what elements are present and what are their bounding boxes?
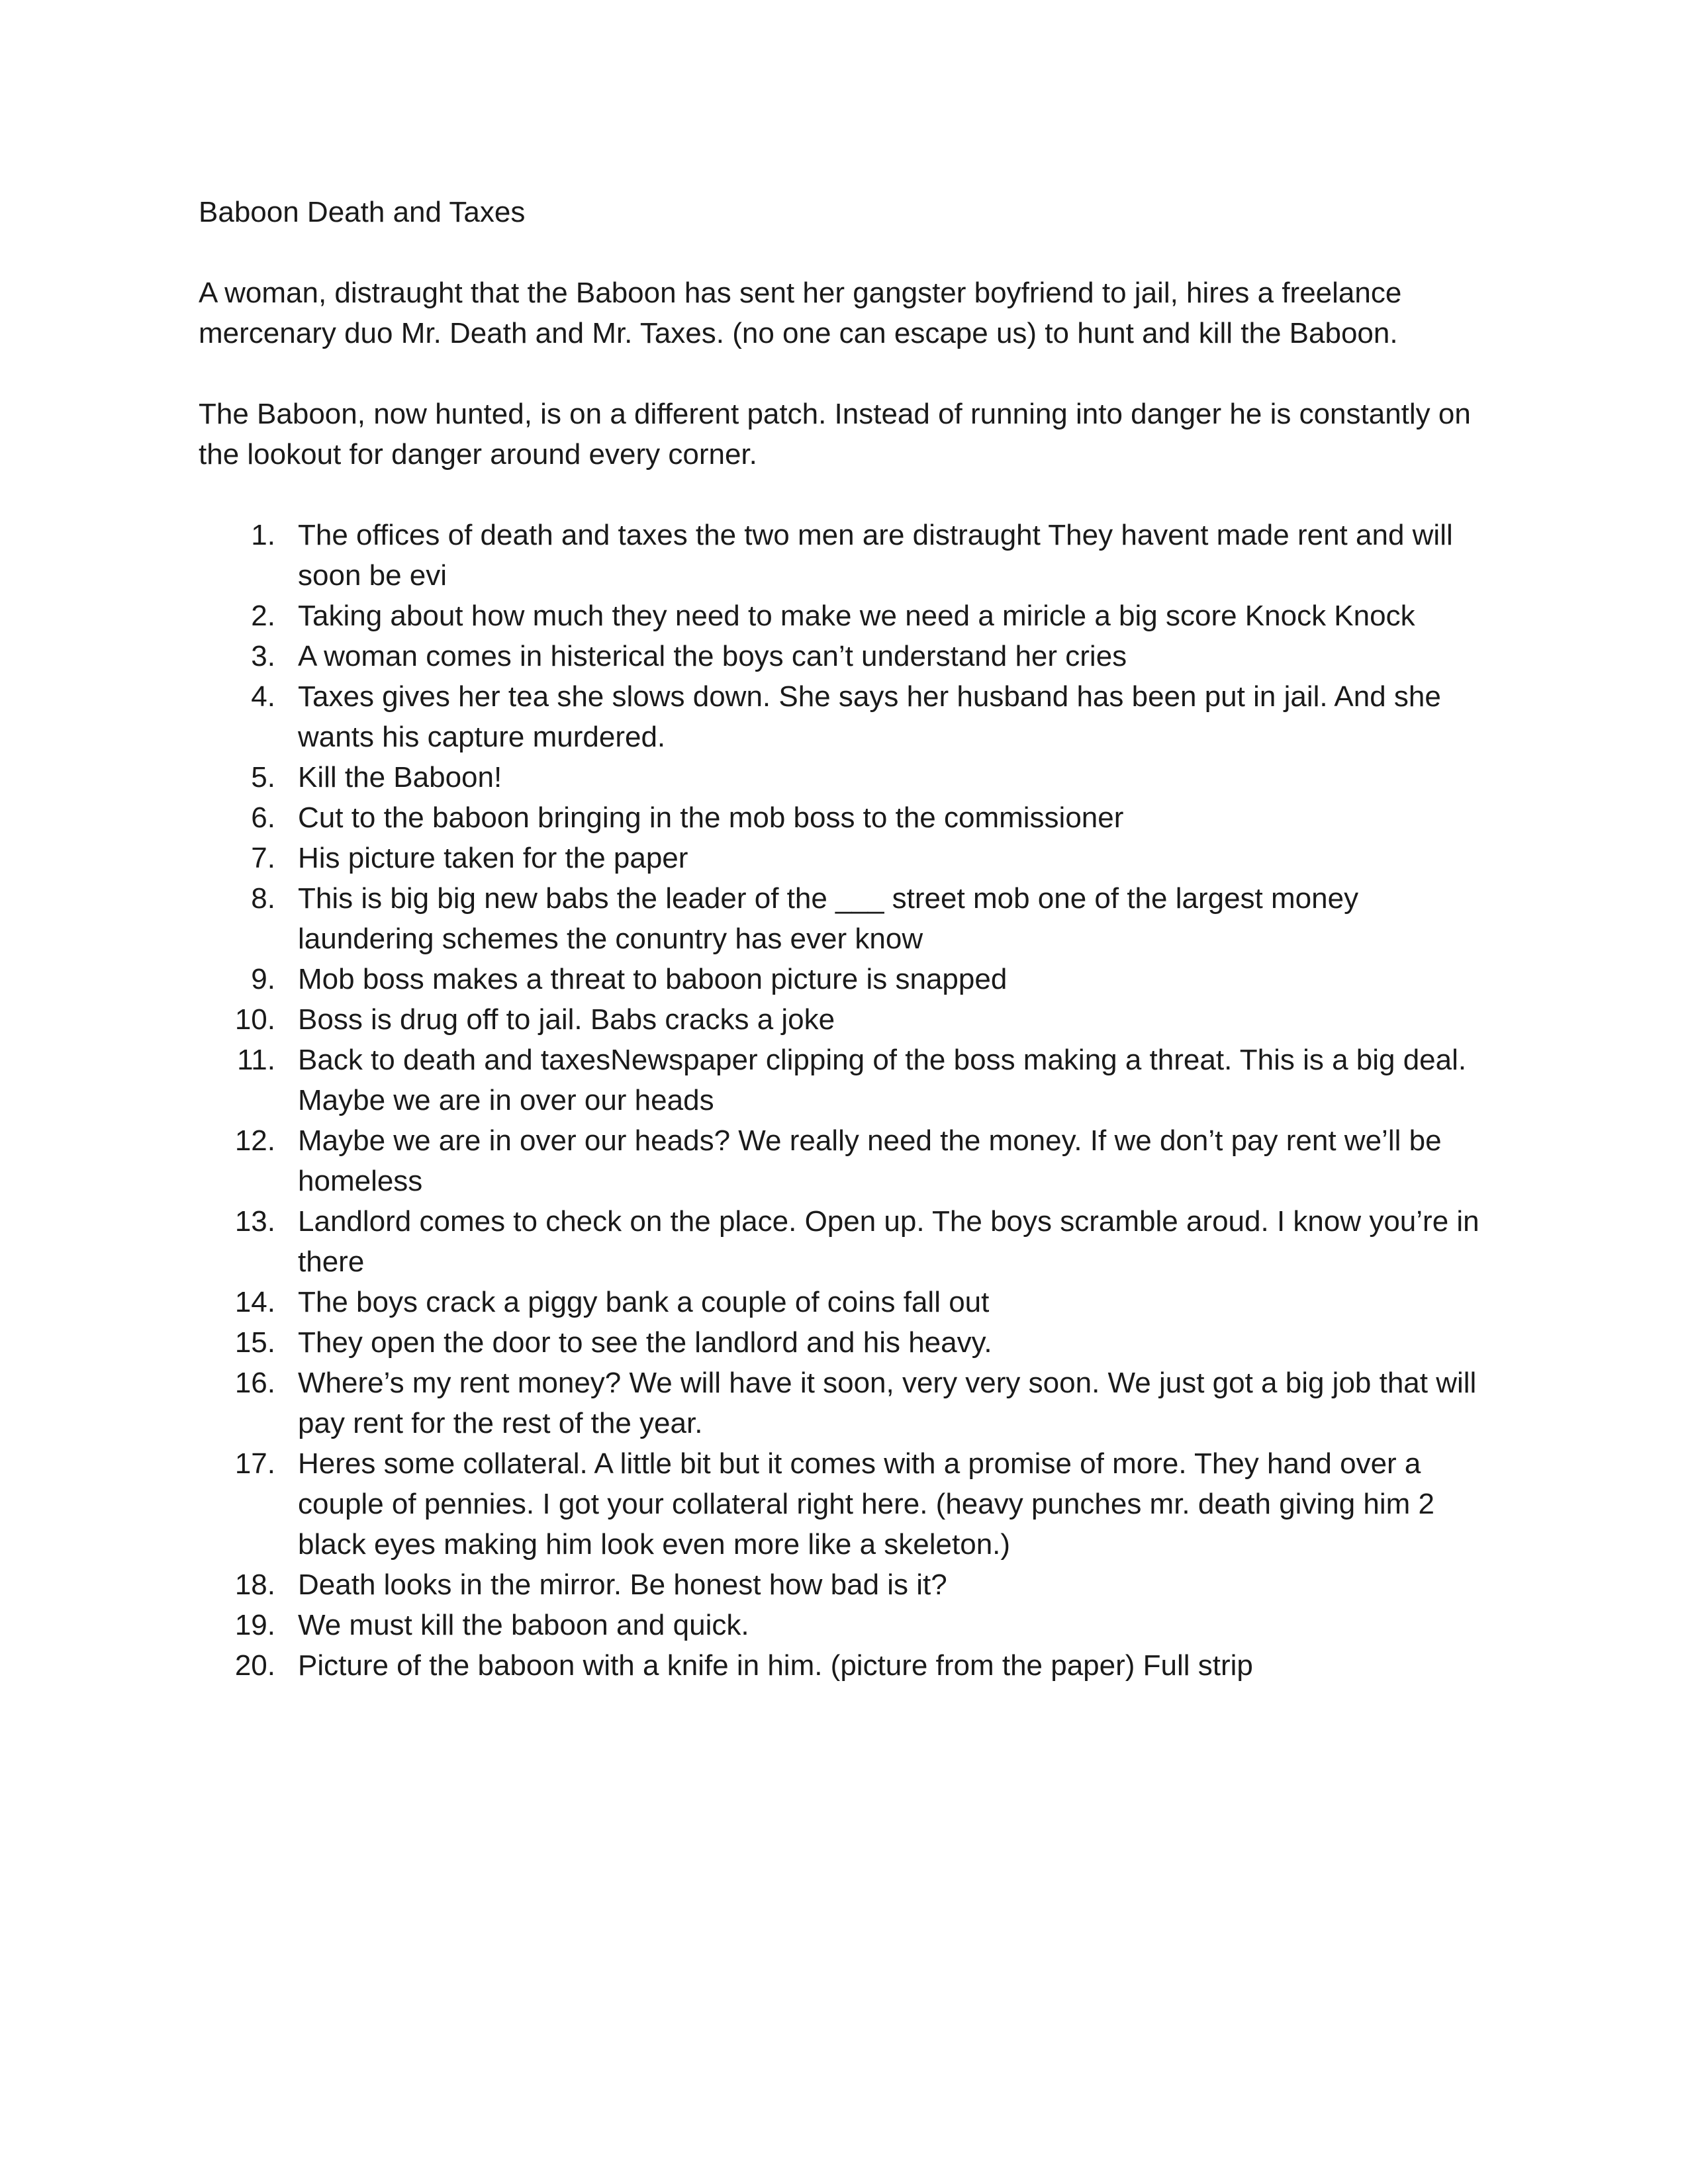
item-text: Taxes gives her tea she slows down. She says her husband has been put in jail. And she wants his capture murdered. [298,680,1441,753]
list-item [199,1645,1496,1686]
item-number: 2. [251,600,275,632]
item-text: Picture of the baboon with a knife in him. (picture from the paper) Full strip [298,1649,1253,1682]
list-item [199,1120,1496,1201]
list-item [199,596,1496,636]
item-text: Death looks in the mirror. Be honest how bad is it? [298,1569,947,1601]
document-title: Baboon Death and Taxes [199,196,526,228]
item-number: 14. [234,1286,275,1318]
item-text: His picture taken for the paper [298,842,688,874]
list-item [199,1282,1496,1322]
item-text: Kill the Baboon! [298,761,502,794]
item-text: This is big big new babs the leader of the ___ street mob one of the largest money laundering schemes the conuntry has ever know [298,882,1359,955]
list-item [199,878,1496,959]
item-number: 12. [234,1124,275,1157]
intro-paragraph: A woman, distraught that the Baboon has sent her gangster boyfriend to jail, hires a freelance mercenary duo Mr. Death and Mr. Taxes. (no one can escape us) to hunt and kill the Baboon. [199,277,1402,349]
item-number: 9. [251,963,275,995]
item-number: 11. [237,1044,275,1076]
list-item [199,1363,1496,1443]
list-item [199,999,1496,1040]
item-text: Maybe we are in over our heads? We really need the money. If we don’t pay rent we’ll be homeless [298,1124,1442,1197]
item-text: We must kill the baboon and quick. [298,1609,749,1641]
document-page [199,192,1496,1686]
item-text: Boss is drug off to jail. Babs cracks a joke [298,1003,835,1036]
list-item [199,1443,1496,1565]
item-text: Mob boss makes a threat to baboon picture is snapped [298,963,1008,995]
item-number: 5. [251,761,275,794]
item-number: 20. [234,1649,275,1682]
list-item [199,1605,1496,1645]
item-number: 16. [234,1367,275,1399]
list-item [199,1201,1496,1282]
item-number: 3. [251,640,275,672]
list-item [199,1040,1496,1120]
item-text: Landlord comes to check on the place. Open up. The boys scramble aroud. I know you’re in there [298,1205,1479,1278]
list-item [199,959,1496,999]
scene-outline-list [199,515,1496,1686]
item-text: Cut to the baboon bringing in the mob boss to the commissioner [298,801,1124,834]
item-text: Taking about how much they need to make we need a miricle a big score Knock Knock [298,600,1415,632]
item-number: 10. [234,1003,275,1036]
item-number: 19. [234,1609,275,1641]
item-text: The boys crack a piggy bank a couple of coins fall out [298,1286,990,1318]
item-number: 17. [234,1447,275,1480]
item-number: 7. [251,842,275,874]
item-text: Where’s my rent money? We will have it soon, very very soon. We just got a big job that will pay rent for the rest of the year. [298,1367,1477,1439]
list-item [199,797,1496,838]
item-text: The offices of death and taxes the two men are distraught They havent made rent and will soon be evi [298,519,1453,592]
item-text: Back to death and taxesNewspaper clipping of the boss making a threat. This is a big deal. Maybe we are in over our heads [298,1044,1467,1116]
item-number: 15. [234,1326,275,1359]
item-number: 1. [251,519,275,551]
list-item [199,1565,1496,1605]
item-number: 6. [251,801,275,834]
item-number: 18. [234,1569,275,1601]
list-item [199,676,1496,757]
item-number: 4. [251,680,275,713]
item-text: Heres some collateral. A little bit but it comes with a promise of more. They hand over a couple of pennies. I got your collateral right here. (heavy punches mr. death giving him 2 black eyes making him look even more like a skeleton.) [298,1447,1434,1561]
item-text: A woman comes in histerical the boys can’t understand her cries [298,640,1127,672]
list-item [199,636,1496,676]
item-number: 8. [251,882,275,915]
list-item [199,757,1496,797]
premise-paragraph: The Baboon, now hunted, is on a different patch. Instead of running into danger he is constantly on the lookout for danger around every corner. [199,398,1471,471]
list-item [199,515,1496,596]
item-text: They open the door to see the landlord and his heavy. [298,1326,992,1359]
list-item [199,838,1496,878]
list-item [199,1322,1496,1363]
item-number: 13. [234,1205,275,1238]
